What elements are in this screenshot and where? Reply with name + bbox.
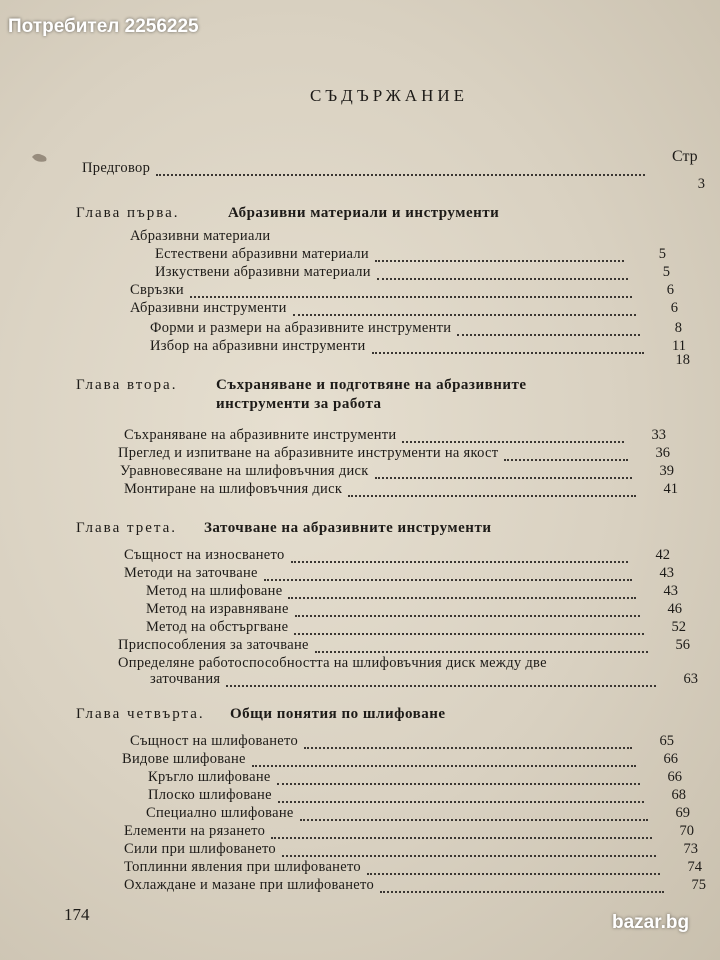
leader-dots [282,855,656,857]
toc-entry: Метод на изравняване [146,601,289,617]
toc-page-number: 39 [659,463,674,479]
toc-entry-preface: Предговор [82,160,151,176]
toc-page-number: 66 [663,751,678,767]
page-column-header: Стр [672,148,698,165]
leader-dots [264,579,632,581]
toc-entry: Съхраняване на абразивните инструменти [124,427,397,443]
leader-dots [288,597,636,599]
toc-entry: Абразивни материали [130,228,271,244]
toc-entry: Същност на износването [124,547,285,563]
leader-dots [226,685,656,687]
leader-dots [304,747,632,749]
leader-dots [372,352,644,354]
chapter-label: Глава трета. [76,520,178,536]
leader-dots [348,495,636,497]
toc-page-number: 8 [674,320,682,336]
toc-page-number: 70 [679,823,694,839]
toc-page-number: 18 [675,352,690,368]
toc-page-number: 68 [671,787,686,803]
leader-dots [375,477,632,479]
leader-dots [504,459,628,461]
toc-entry: Приспособления за заточване [118,637,309,653]
leader-dots [252,765,636,767]
toc-entry: Видове шлифоване [122,751,246,767]
chapter-title: Абразивни материали и инструменти [228,205,500,221]
toc-entry: Същност на шлифоването [130,733,299,749]
toc-page-number: 43 [663,583,678,599]
leader-dots [402,441,624,443]
leader-dots [277,783,640,785]
toc-entry: Монтиране на шлифовъчния диск [124,481,343,497]
chapter-title-line2: инструменти за работа [216,396,382,412]
toc-page-number: 6 [666,282,674,298]
leader-dots [300,819,648,821]
toc-entry: Избор на абразивни инструменти [150,338,366,354]
toc-page-number: 65 [659,733,674,749]
leader-dots [457,334,640,336]
toc-page-number: 46 [667,601,682,617]
chapter-label: Глава първа. [76,205,180,221]
toc-page-number: 5 [658,246,666,262]
toc-page-number: 43 [659,565,674,581]
leader-dots [291,561,628,563]
toc-entry: Изкуствени абразивни материали [155,264,371,280]
leader-dots [293,314,636,316]
toc-page-number: 52 [671,619,686,635]
page-number: 174 [64,905,90,924]
leader-dots [375,260,624,262]
toc-entry: Кръгло шлифоване [148,769,271,785]
toc-page-number: 5 [662,264,670,280]
toc-page-number: 66 [667,769,682,785]
ink-stain-icon [30,150,50,164]
toc-entry: Абразивни инструменти [130,300,287,316]
toc-entry: Плоско шлифоване [148,787,272,803]
bazar-logo [612,912,708,948]
toc-page-number: 74 [687,859,702,875]
toc-entry: Свръзки [130,282,184,298]
toc-entry: Уравновесяване на шлифовъчния диск [120,463,369,479]
toc-page-number: 6 [670,300,678,316]
leader-dots [278,801,644,803]
toc-page-number: 36 [655,445,670,461]
logo-text: bazar.bg [612,912,690,933]
toc-entry: Преглед и изпитване на абразивните инструменти на якост [118,445,499,461]
toc-page-number: 69 [675,805,690,821]
leader-dots [367,873,660,875]
toc-entry: Методи на заточване [124,565,258,581]
leader-dots [315,651,648,653]
toc-page-number: 56 [675,637,690,653]
leader-dots [190,296,632,298]
page-title: СЪДЪРЖАНИЕ [310,86,469,105]
user-watermark: Потребител 2256225 [8,16,199,37]
toc-entry: Елементи на рязането [124,823,266,839]
toc-entry: Сили при шлифоването [124,841,276,857]
leader-dots [377,278,628,280]
chapter-label: Глава втора. [76,377,178,393]
toc-entry: Топлинни явления при шлифоването [124,859,361,875]
leader-dots [156,174,645,176]
toc-entry: Определяне работоспособността на шлифовъчния диск между две [118,655,547,671]
toc-entry: Метод на шлифоване [146,583,283,599]
leader-dots [294,633,644,635]
toc-entry: заточвания [150,671,221,687]
toc-entry: Метод на обстъргване [146,619,289,635]
toc-page-number: 63 [683,671,698,687]
toc-page-number: 75 [691,877,706,893]
toc-entry: Естествени абразивни материали [155,246,369,262]
toc-page-number: 33 [651,427,666,443]
leader-dots [295,615,640,617]
chapter-title: Съхраняване и подготвяне на абразивните [216,377,527,393]
chapter-label: Глава четвърта. [76,706,205,722]
toc-page-number: 73 [683,841,698,857]
toc-page-number: 11 [672,338,686,354]
toc-page-number: 42 [655,547,670,563]
toc-page-number: 41 [663,481,678,497]
toc-entry: Форми и размери на абразивните инструменти [150,320,452,336]
toc-entry: Специално шлифоване [146,805,294,821]
chapter-title: Заточване на абразивните инструменти [204,520,492,536]
chapter-title: Общи понятия по шлифоване [230,706,446,722]
leader-dots [380,891,664,893]
toc-page-number: 3 [697,176,705,192]
toc-entry: Охлаждане и мазане при шлифоването [124,877,375,893]
leader-dots [271,837,652,839]
